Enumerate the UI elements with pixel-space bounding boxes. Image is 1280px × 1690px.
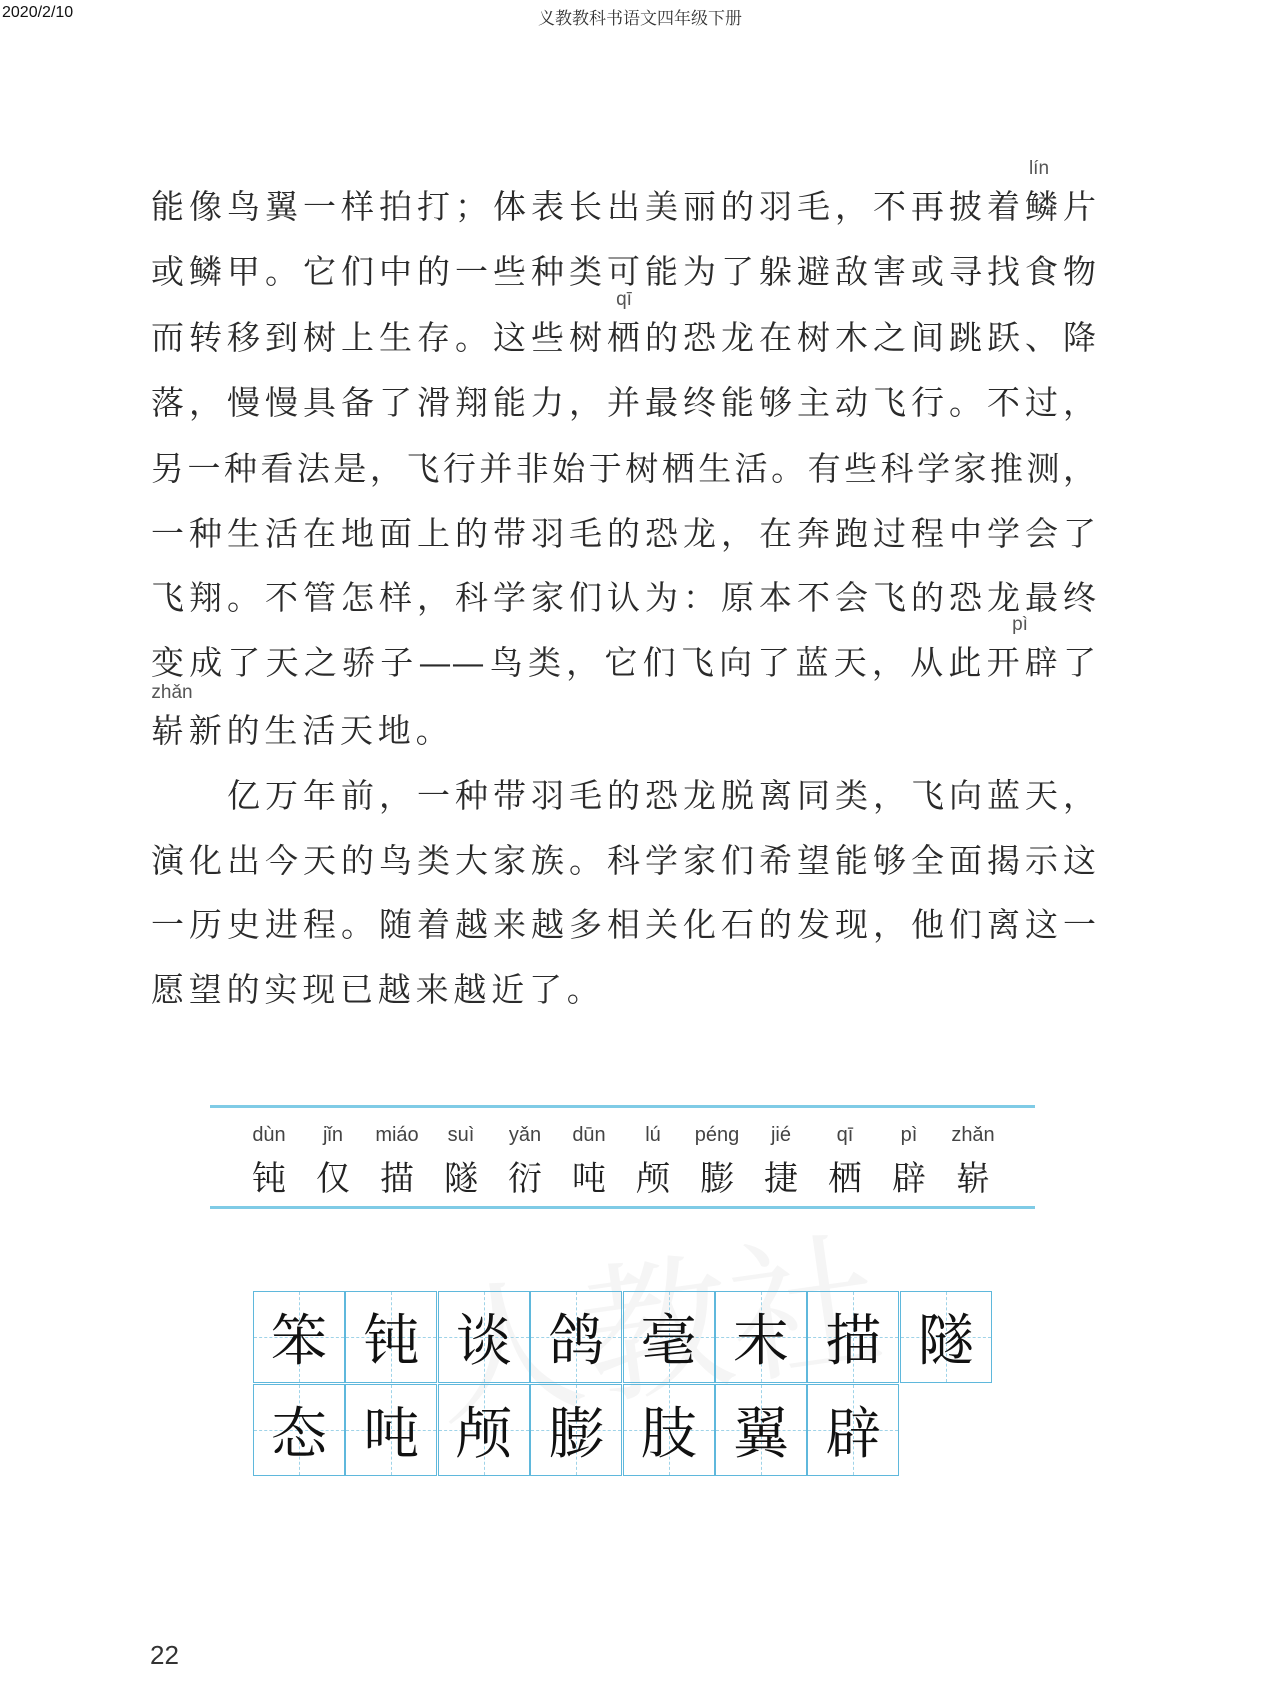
page-number: 22	[150, 1640, 179, 1670]
writing-character: 膨	[548, 1402, 605, 1467]
grid-cell	[807, 1384, 899, 1476]
vocab-character: 吨	[572, 1159, 606, 1199]
writing-character: 笨	[271, 1309, 327, 1374]
vocab-character: 崭	[956, 1159, 990, 1199]
vocab-pinyin: qī	[836, 1124, 854, 1146]
vocab-pinyin: suì	[447, 1124, 475, 1146]
grid-cell	[345, 1384, 437, 1476]
grid-cell	[623, 1291, 715, 1383]
vocab-character: 栖	[828, 1159, 862, 1199]
grid-cell	[253, 1384, 345, 1476]
vocab-character: 辟	[892, 1159, 926, 1199]
pinyin-annotation: zhǎn	[151, 682, 193, 703]
text-line: 演化出今天的鸟类大家族。科学家们希望能够全面揭示这	[151, 841, 1096, 880]
vocab-character: 膨	[700, 1159, 734, 1199]
grid-cell	[807, 1291, 899, 1383]
writing-character: 翼	[733, 1402, 789, 1467]
grid-cell	[715, 1291, 807, 1383]
pinyin-annotation: qī	[616, 289, 632, 310]
writing-character: 钝	[363, 1309, 420, 1374]
writing-character: 毫	[640, 1309, 697, 1374]
grid-cell	[623, 1384, 715, 1476]
text-line: 而转移到树上生存。这些树栖的恐龙在树木之间跳跃、降	[151, 318, 1096, 357]
pinyin-annotation: pì	[1012, 614, 1028, 635]
vocab-character: 捷	[764, 1159, 798, 1199]
text-line: 愿望的实现已越来越近了。	[151, 970, 605, 1009]
vocab-pinyin: miáo	[375, 1124, 419, 1146]
print-date: 2020/2/10	[2, 4, 74, 21]
vocab-pinyin: pì	[900, 1124, 918, 1146]
text-line: 崭新的生活天地。	[151, 711, 454, 750]
writing-character: 隧	[917, 1309, 974, 1374]
writing-character: 肢	[640, 1402, 697, 1467]
text-line: 或鳞甲。它们中的一些种类可能为了躲避敌害或寻找食物	[151, 252, 1096, 291]
vocab-pinyin: zhǎn	[951, 1124, 995, 1146]
writing-character: 鸽	[548, 1309, 605, 1374]
vocab-pinyin: yǎn	[508, 1124, 542, 1146]
vocab-bottom-rule	[210, 1206, 1035, 1209]
grid-cell	[438, 1384, 530, 1476]
grid-cell	[253, 1291, 345, 1383]
vocab-character: 仅	[316, 1159, 350, 1199]
grid-cell	[530, 1384, 622, 1476]
vocab-top-rule	[210, 1105, 1035, 1108]
grid-cell	[715, 1384, 807, 1476]
writing-character: 谈	[455, 1309, 512, 1374]
writing-character: 吨	[363, 1402, 420, 1467]
grid-cell	[345, 1291, 437, 1383]
vocab-pinyin: dūn	[572, 1124, 606, 1146]
vocab-character: 描	[380, 1159, 414, 1199]
pinyin-annotation: lín	[1028, 158, 1050, 179]
writing-character: 辟	[825, 1402, 882, 1467]
text-line: 另一种看法是，飞行并非始于树栖生活。有些科学家推测，	[151, 449, 1096, 488]
vocab-pinyin: lú	[645, 1124, 661, 1146]
grid-cell	[900, 1291, 992, 1383]
text-line: 能像鸟翼一样拍打；体表长出美丽的羽毛，不再披着鳞片	[151, 187, 1096, 226]
writing-character: 态	[271, 1402, 327, 1467]
writing-character: 末	[733, 1309, 789, 1374]
vocab-pinyin: jǐn	[322, 1124, 344, 1146]
document-title: 义教教科书语文四年级下册	[538, 9, 742, 29]
writing-character: 描	[825, 1309, 882, 1374]
vocab-character: 颅	[636, 1159, 670, 1199]
vocab-pinyin: jié	[770, 1124, 792, 1146]
writing-character: 颅	[455, 1402, 512, 1467]
text-line: 变成了天之骄子——鸟类，它们飞向了蓝天，从此开辟了	[151, 643, 1096, 682]
grid-cell	[438, 1291, 530, 1383]
vocab-character: 隧	[444, 1159, 478, 1199]
vocab-character: 钝	[252, 1159, 286, 1199]
text-line: 亿万年前，一种带羽毛的恐龙脱离同类，飞向蓝天，	[227, 776, 1096, 815]
text-line: 一历史进程。随着越来越多相关化石的发现，他们离这一	[151, 905, 1096, 944]
grid-cell	[530, 1291, 622, 1383]
text-line: 一种生活在地面上的带羽毛的恐龙，在奔跑过程中学会了	[151, 514, 1096, 553]
text-line: 落，慢慢具备了滑翔能力，并最终能够主动飞行。不过，	[151, 383, 1096, 422]
vocab-pinyin: dùn	[252, 1124, 286, 1146]
text-line: 飞翔。不管怎样，科学家们认为：原本不会飞的恐龙最终	[151, 578, 1096, 617]
vocab-pinyin: péng	[694, 1124, 740, 1146]
vocab-character: 衍	[508, 1159, 542, 1199]
